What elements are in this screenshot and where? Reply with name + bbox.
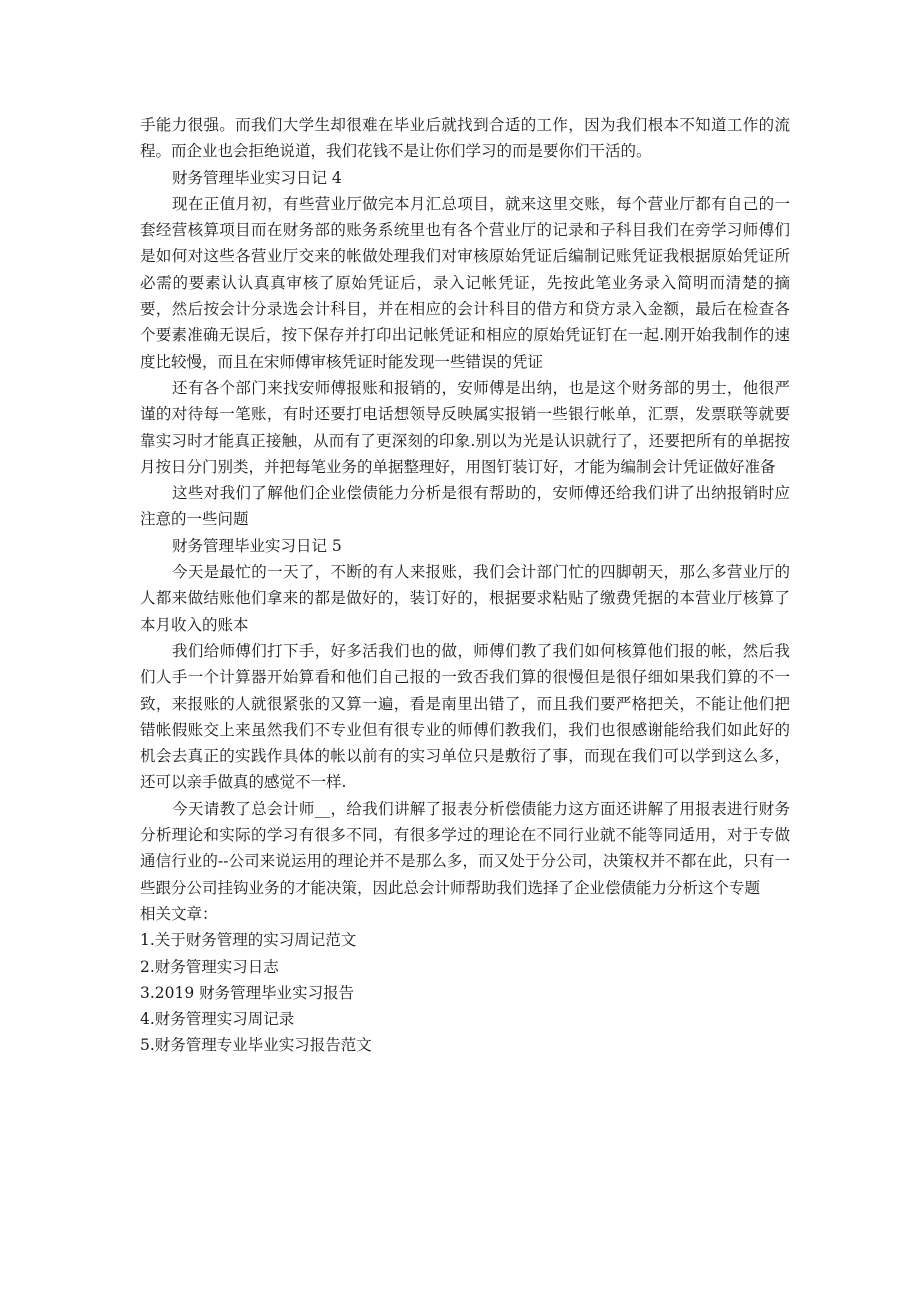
related-articles-title: 相关文章： <box>140 904 218 923</box>
diary-4-paragraph: 还有各个部门来找安师傅报账和报销的，安师傅是出纳，也是这个财务部的男士，他很严谨的对待每一笔账，有时还要打电话想领导反映属实报销一些银行帐单，汇票，发票联等就要靠实习时才能真正接触，从而有了更深刻的印象.别以为光是认识就行了，还要把所有的单据按月按日分门别类，并把每笔业务的单据整理好，用图钉装订好，才能为编制会计凭证做好准备 <box>140 378 790 476</box>
related-article-link[interactable]: 4.财务管理实习周记录 <box>140 1010 295 1029</box>
related-articles-list <box>140 927 790 1058</box>
related-article-item <box>140 980 790 1006</box>
diary-4-paragraph: 现在正值月初，有些营业厅做完本月汇总项目，就来这里交账，每个营业厅都有自己的一套经营核算项目而在财务部的账务系统里也有各个营业厅的记录和子科目我们在旁学习师傅们是如何对这些各营业厅交来的帐做处理我们对审核原始凭证后编制记账凭证我根据原始凭证所必需的要素认认真真审核了原始凭证后，录入记帐凭证，先按此笔业务录入简明而清楚的摘要，然后按会计分录选会计科目，并在相应的会计科目的借方和贷方录入金额，最后在检查各个要素准确无误后，按下保存并打印出记帐凭证和相应的原始凭证钉在一起.刚开始我制作的速度比较慢，而且在宋师傅审核凭证时能发现一些错误的凭证 <box>140 194 790 371</box>
paragraph-intro: 手能力很强。而我们大学生却很难在毕业后就找到合适的工作，因为我们根本不知道工作的流程。而企业也会拒绝说道，我们花钱不是让你们学习的而是要你们干活的。 <box>140 116 790 161</box>
related-article-link[interactable]: 1.关于财务管理的实习周记范文 <box>140 931 357 950</box>
diary-5-paragraph: 今天请教了总会计师__，给我们讲解了报表分析偿债能力这方面还讲解了用报表进行财务分析理论和实际的学习有很多不同，有很多学过的理论在不同行业就不能等同适用，对于专做通信行业的--公司来说运用的理论并不是那么多，而又处于分公司，决策权并不都在此，只有一些跟分公司挂钩业务的才能决策，因此总会计师帮助我们选择了企业偿债能力分析这个专题 <box>140 799 790 897</box>
related-article-link[interactable]: 5.财务管理专业毕业实习报告范文 <box>140 1036 372 1055</box>
related-article-item <box>140 954 790 980</box>
document-body <box>140 112 790 1059</box>
diary-4-title: 财务管理毕业实习日记 4 <box>172 168 342 187</box>
diary-5-title: 财务管理毕业实习日记 5 <box>172 536 342 555</box>
related-article-item <box>140 1032 790 1058</box>
related-article-link[interactable]: 3.2019 财务管理毕业实习报告 <box>140 983 355 1002</box>
diary-5-paragraph: 今天是最忙的一天了，不断的有人来报账，我们会计部门忙的四脚朝天，那么多营业厅的人都来做结账他们拿来的都是做好的，装订好的，根据要求粘贴了缴费凭据的本营业厅核算了本月收入的账本 <box>140 563 790 634</box>
related-article-item <box>140 927 790 953</box>
diary-5-paragraph: 我们给师傅们打下手，好多活我们也的做，师傅们教了我们如何核算他们报的帐，然后我们人手一个计算器开始算看和他们自己报的一致否我们算的很慢但是很仔细如果我们算的不一致，来报账的人就很紧张的又算一遍，看是南里出错了，而且我们要严格把关，不能让他们把错帐假账交上来虽然我们不专业但有很专业的师傅们教我们，我们也很感谢能给我们如此好的机会去真正的实践作具体的帐以前有的实习单位只是敷衍了事，而现在我们可以学到这么多，还可以亲手做真的感觉不一样. <box>140 641 790 792</box>
related-article-link[interactable]: 2.财务管理实习日志 <box>140 957 279 976</box>
related-article-item <box>140 1006 790 1032</box>
diary-4-paragraph: 这些对我们了解他们企业偿债能力分析是很有帮助的，安师傅还给我们讲了出纳报销时应注意的一些问题 <box>140 484 790 529</box>
